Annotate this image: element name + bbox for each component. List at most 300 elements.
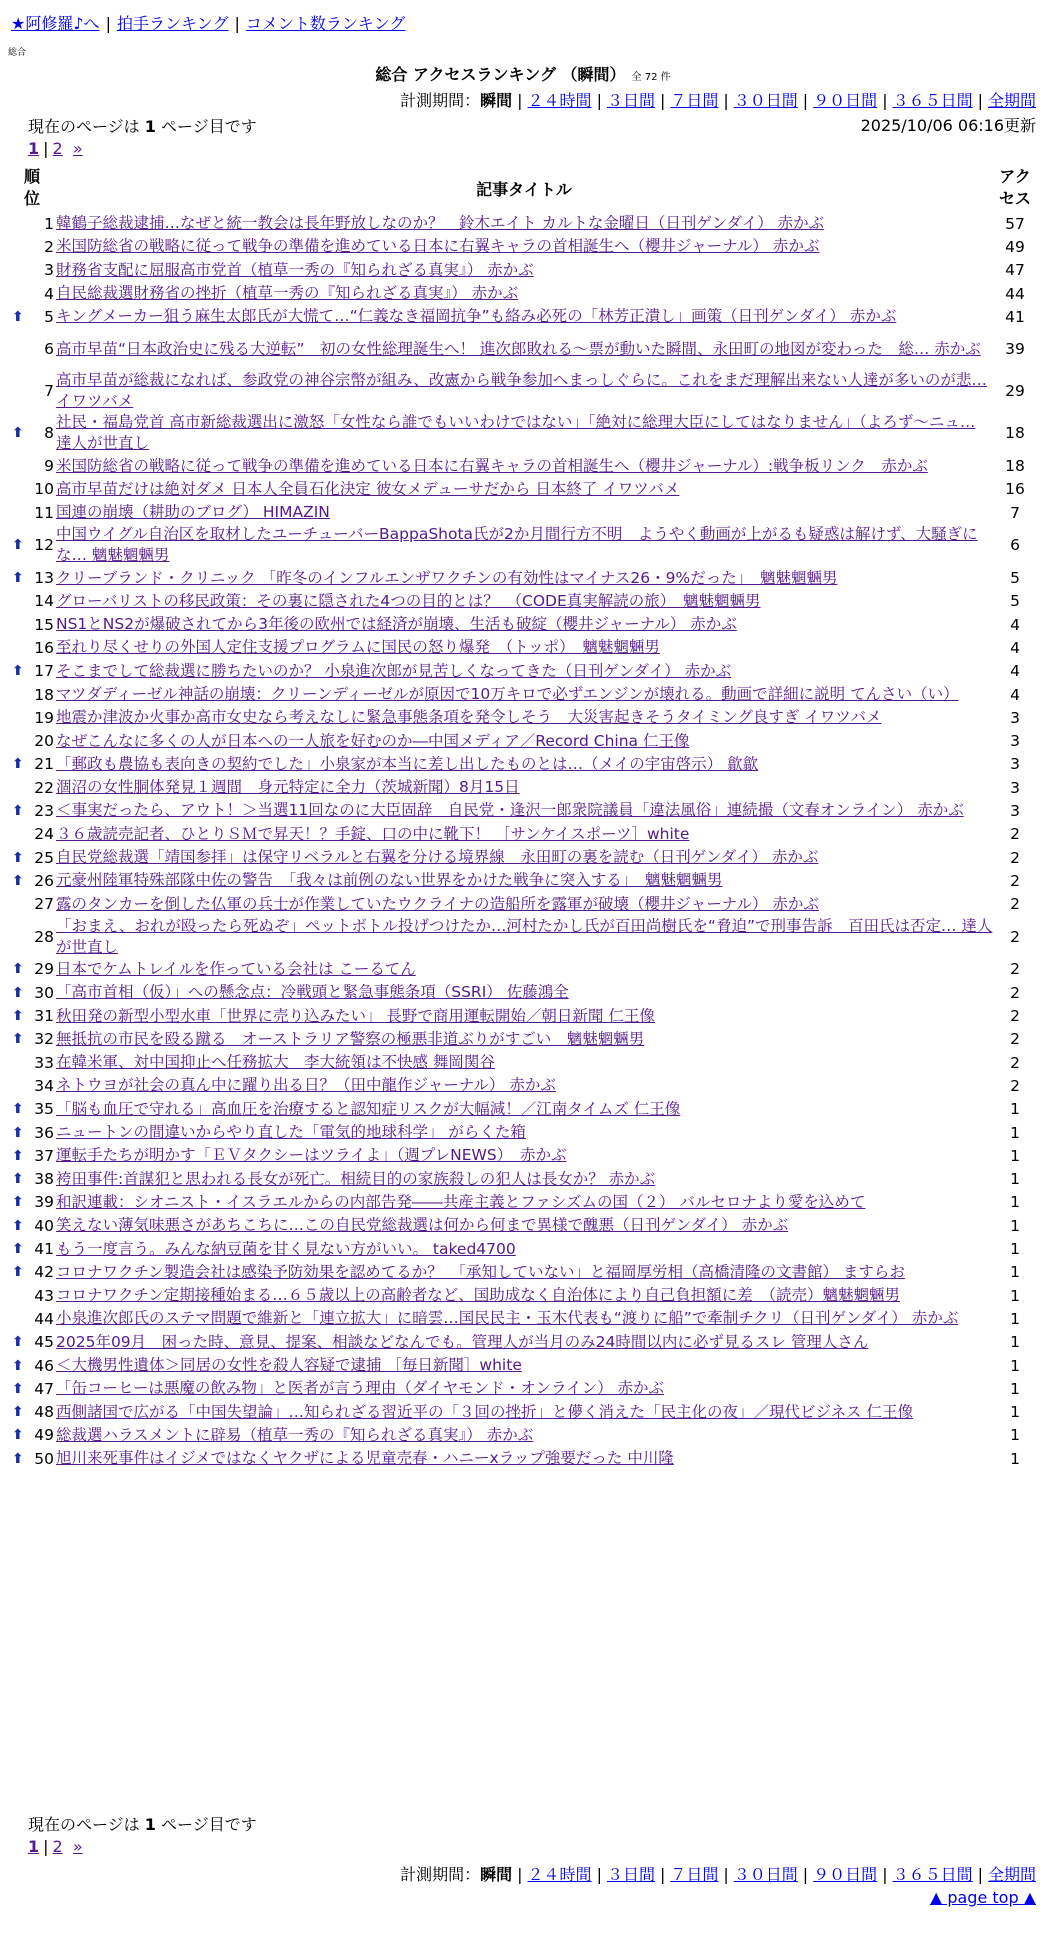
table-row bbox=[10, 259, 1036, 282]
period-label: 計測期間： bbox=[400, 91, 481, 110]
period-separator: | bbox=[802, 91, 809, 110]
title-cell bbox=[54, 566, 994, 589]
rank-up-arrow-icon: ⬆ bbox=[12, 1194, 24, 1211]
access-count: 16 bbox=[1005, 480, 1025, 499]
period-link-2[interactable]: ３日間 bbox=[606, 91, 655, 110]
title-cell bbox=[54, 613, 994, 636]
pager-next[interactable]: » bbox=[72, 139, 83, 158]
access-count: 1 bbox=[1010, 1379, 1020, 1398]
top-navigation bbox=[11, 11, 405, 34]
period-link-3[interactable]: ７日間 bbox=[670, 91, 719, 110]
table-row bbox=[10, 1074, 1036, 1097]
rank-up-arrow-icon: ⬆ bbox=[12, 1334, 24, 1351]
title-cell bbox=[54, 958, 994, 981]
access-count: 3 bbox=[1010, 801, 1020, 820]
rank-cell bbox=[10, 478, 54, 501]
period-link-6[interactable]: ３６５日間 bbox=[892, 1865, 973, 1884]
article-link[interactable]: 2025年09月 困った時、意見、提案、相談などなんでも。管理人が当月のみ24時間以内に必ず見るスレ 管理人さん bbox=[56, 1332, 869, 1351]
article-link[interactable]: 国連の崩壊（耕助のブログ） HIMAZIN bbox=[56, 503, 330, 522]
article-link[interactable]: 涸沼の女性胴体発見１週間 身元特定に全力（茨城新聞）8月15日 bbox=[56, 778, 520, 797]
table-row bbox=[10, 501, 1036, 524]
rank-cell bbox=[10, 1354, 54, 1377]
access-count: 1 bbox=[1010, 1403, 1020, 1422]
access-count: 2 bbox=[1010, 1076, 1020, 1095]
rank-number: 44 bbox=[34, 1309, 54, 1328]
access-count: 1 bbox=[1010, 1240, 1020, 1259]
rank-number: 7 bbox=[44, 382, 54, 401]
article-link[interactable]: 「缶コーヒーは悪魔の飲み物」と医者が言う理由（ダイヤモンド・オンライン） 赤かぶ bbox=[56, 1379, 665, 1398]
period-link-6[interactable]: ３６５日間 bbox=[892, 91, 973, 110]
access-count: 2 bbox=[1010, 895, 1020, 914]
access-count: 2 bbox=[1010, 983, 1020, 1002]
article-link[interactable]: ネトウヨが社会の真ん中に躍り出る日？（田中龍作ジャーナル） 赤かぶ bbox=[56, 1076, 556, 1095]
access-count: 3 bbox=[1010, 708, 1020, 727]
table-row bbox=[10, 1284, 1036, 1307]
table-row bbox=[10, 478, 1036, 501]
rank-cell bbox=[10, 981, 54, 1004]
rank-up-arrow-icon: ⬆ bbox=[12, 1450, 24, 1467]
article-link[interactable]: 総裁選ハラスメントに辟易（植草一秀の『知られざる真実』） 赤かぶ bbox=[56, 1425, 534, 1444]
rank-up-arrow-icon: ⬆ bbox=[12, 1357, 24, 1374]
period-current: 瞬間 bbox=[480, 1865, 513, 1884]
rank-number: 14 bbox=[34, 592, 54, 611]
rank-cell bbox=[10, 1168, 54, 1191]
rank-cell bbox=[10, 1261, 54, 1284]
rank-number: 22 bbox=[34, 778, 54, 797]
access-count: 5 bbox=[1010, 569, 1020, 588]
title-cell bbox=[54, 212, 994, 235]
period-separator: | bbox=[882, 1865, 888, 1884]
article-link[interactable]: 運転手たちが明かす「ＥＶタクシーはツライよ」（週プレNEWS） 赤かぶ bbox=[56, 1146, 567, 1165]
rank-number: 25 bbox=[34, 848, 54, 867]
article-link[interactable]: 中国ウイグル自治区を取材したユーチューバーBappaShota氏が2か月間行方不明 ようやく動画が上がるも疑惑は解けず、大騒ぎにな… 魑魅魍魎男 bbox=[56, 525, 978, 565]
title-cell bbox=[54, 1144, 994, 1167]
article-link[interactable]: ３６歳読売記者、ひとりＳＭで昇天！？手錠、口の中に靴下！ ［サンケイスポーツ］white bbox=[56, 824, 690, 843]
title-cell bbox=[54, 1191, 994, 1214]
title-cell bbox=[54, 1237, 994, 1260]
rank-cell bbox=[10, 370, 54, 412]
title-cell bbox=[54, 1098, 994, 1121]
article-link[interactable]: 高市早苗だけは絶対ダメ 日本人全員石化決定 彼女メデューサだから 日本終了 イワツバメ bbox=[56, 479, 680, 498]
article-link[interactable]: 至れり尽くせりの外国人定住支援プログラムに国民の怒り爆発 （トッポ） 魑魅魍魎男 bbox=[56, 638, 660, 657]
rank-cell bbox=[10, 660, 54, 683]
home-link[interactable]: ★阿修羅♪へ bbox=[11, 14, 100, 33]
access-count: 1 bbox=[1010, 1170, 1020, 1189]
rank-header bbox=[10, 164, 54, 212]
table-row bbox=[10, 1424, 1036, 1447]
article-link[interactable]: 「高市首相（仮）」への懸念点：冷戦頭と緊急事態条項（SSRI） 佐藤鴻全 bbox=[56, 983, 569, 1002]
title-cell bbox=[54, 1004, 994, 1027]
rank-number: 13 bbox=[34, 569, 54, 588]
rank-cell bbox=[10, 1004, 54, 1027]
access-count: 2 bbox=[1010, 848, 1020, 867]
rank-cell bbox=[10, 1144, 54, 1167]
rank-number: 30 bbox=[34, 983, 54, 1002]
period-separator: | bbox=[802, 1865, 809, 1884]
rank-number: 39 bbox=[34, 1193, 54, 1212]
article-link[interactable]: 「おまえ、おれが殴ったら死ぬぞ」ペットボトル投げつけたか…河村たかし氏が百田尚樹氏を“脅迫”で刑事告訴 百田氏は否定… 達人が世直し bbox=[56, 916, 993, 956]
rank-cell bbox=[10, 823, 54, 846]
rank-up-arrow-icon: ⬆ bbox=[12, 663, 24, 680]
table-row bbox=[10, 566, 1036, 589]
article-link[interactable]: コロナワクチン製造会社は感染予防効果を認めてるか？ 「承知していない」と福岡厚労相（高橋清隆の文書館） ますらお bbox=[56, 1262, 905, 1281]
period-selector bbox=[400, 88, 1036, 111]
rank-up-arrow-icon: ⬆ bbox=[12, 872, 24, 889]
table-row bbox=[10, 412, 1036, 454]
title-cell bbox=[54, 1354, 994, 1377]
article-link[interactable]: キングメーカー狙う麻生太郎氏が大慌て…“仁義なき福岡抗争”も絡み必死の「林芳正潰し」画策（日刊ゲンダイ） 赤かぶ bbox=[56, 307, 897, 326]
title-cell bbox=[54, 1168, 994, 1191]
rank-cell bbox=[10, 1424, 54, 1447]
rank-up-arrow-icon: ⬆ bbox=[12, 1171, 24, 1188]
access-count: 4 bbox=[1010, 685, 1020, 704]
article-link[interactable]: 日本でケムトレイルを作っている会社は こーるてん bbox=[56, 959, 416, 978]
pager-current-page[interactable]: 1 bbox=[28, 1837, 40, 1856]
updated-timestamp: 2025/10/06 06:16更新 bbox=[860, 116, 1036, 135]
period-selector-bottom bbox=[400, 1862, 1036, 1885]
access-count: 44 bbox=[1005, 284, 1025, 303]
access-count: 3 bbox=[1010, 778, 1020, 797]
article-link[interactable]: 旭川来死事件はイジメではなくヤクザによる児童売春・ハニーxラップ強要だった 中川隆 bbox=[56, 1449, 674, 1468]
access-count: 3 bbox=[1010, 755, 1020, 774]
title-cell bbox=[54, 1400, 994, 1423]
title-cell bbox=[54, 1121, 994, 1144]
access-header bbox=[994, 164, 1036, 212]
title-cell bbox=[54, 981, 994, 1004]
period-link-4[interactable]: ３０日間 bbox=[733, 1865, 798, 1884]
table-row bbox=[10, 1400, 1036, 1423]
table-row bbox=[10, 1307, 1036, 1330]
article-link[interactable]: 自民総裁選財務省の挫折（植草一秀の『知られざる真実』） 赤かぶ bbox=[56, 284, 519, 303]
article-link[interactable]: 社民・福島党首 高市新総裁選出に激怒「女性なら誰でもいいわけではない」「絶対に総理大臣にしてはなりません」（よろず～ニュ… 達人が世直し bbox=[56, 413, 976, 453]
access-count: 1 bbox=[1010, 1449, 1020, 1468]
table-row bbox=[10, 1121, 1036, 1144]
table-row bbox=[10, 1144, 1036, 1167]
table-row bbox=[10, 454, 1036, 477]
period-link-7[interactable]: 全期間 bbox=[987, 91, 1036, 110]
table-row bbox=[10, 1237, 1036, 1260]
rank-number: 35 bbox=[34, 1100, 54, 1119]
rank-cell bbox=[10, 893, 54, 916]
rank-number: 12 bbox=[34, 536, 54, 555]
access-count: 7 bbox=[1010, 503, 1020, 522]
rank-number: 16 bbox=[34, 638, 54, 657]
rank-cell bbox=[10, 846, 54, 869]
rank-cell bbox=[10, 1331, 54, 1354]
rank-number: 46 bbox=[34, 1356, 54, 1375]
table-row bbox=[10, 212, 1036, 235]
rank-number: 43 bbox=[34, 1286, 54, 1305]
article-link[interactable]: 無抵抗の市民を殴る蹴る オーストラリア警察の極悪非道ぶりがすごい 魑魅魍魎男 bbox=[56, 1029, 645, 1048]
rank-up-arrow-icon: ⬆ bbox=[12, 1101, 24, 1118]
article-link[interactable]: コロナワクチン定期接種始まる…６５歳以上の高齢者など、国助成なく自治体により自己負担額に差 （読売）魑魅魍魎男 bbox=[56, 1286, 900, 1305]
table-row bbox=[10, 1191, 1036, 1214]
rank-number: 28 bbox=[34, 927, 54, 946]
rank-up-arrow-icon: ⬆ bbox=[12, 1404, 24, 1421]
pager: 1 | 2 » bbox=[28, 139, 83, 158]
rank-cell bbox=[10, 501, 54, 524]
table-row bbox=[10, 1168, 1036, 1191]
rank-number: 48 bbox=[34, 1403, 54, 1422]
period-separator: | bbox=[596, 91, 602, 110]
rank-cell bbox=[10, 706, 54, 729]
rank-number: 8 bbox=[44, 424, 54, 443]
nav-separator: | bbox=[234, 14, 240, 33]
access-count: 41 bbox=[1005, 307, 1025, 326]
nav-separator: | bbox=[105, 14, 111, 33]
rank-number: 5 bbox=[44, 307, 54, 326]
access-count: 18 bbox=[1005, 424, 1025, 443]
title-cell bbox=[54, 706, 994, 729]
rank-number: 47 bbox=[34, 1379, 54, 1398]
article-link[interactable]: 韓鶴子総裁逮捕…なぜと統一教会は長年野放しなのか？ 鈴木エイト カルトな金曜日（日刊ゲンダイ） 赤かぶ bbox=[56, 214, 825, 233]
title-cell bbox=[54, 1447, 994, 1470]
period-link-3[interactable]: ７日間 bbox=[670, 1865, 719, 1884]
access-count: 4 bbox=[1010, 615, 1020, 634]
table-row bbox=[10, 660, 1036, 683]
rank-number: 15 bbox=[34, 615, 54, 634]
article-link[interactable]: NS1とNS2が爆破されてから3年後の欧州では経済が崩壊、生活も破綻（櫻井ジャーナル） 赤かぶ bbox=[56, 615, 737, 634]
rank-cell bbox=[10, 613, 54, 636]
article-link[interactable]: 地震か津波か火事か高市女史なら考えなしに緊急事態条項を発令しそう 大災害起きそうタイミング良すぎ イワツバメ bbox=[56, 708, 882, 727]
page-title bbox=[0, 62, 1046, 85]
table-row bbox=[10, 1051, 1036, 1074]
access-count: 57 bbox=[1005, 214, 1025, 233]
article-link[interactable]: 在韓米軍、対中国抑止へ任務拡大 李大統領は不快感 舞岡関谷 bbox=[56, 1053, 495, 1072]
rank-up-arrow-icon: ⬆ bbox=[12, 1241, 24, 1258]
article-link[interactable]: ＜大機男性遺体＞同居の女性を殺人容疑で逮捕 ［毎日新聞］white bbox=[56, 1356, 522, 1375]
current-page-text: 現在のページは 1 ページ目です bbox=[28, 117, 257, 136]
access-count: 1 bbox=[1010, 1263, 1020, 1282]
table-row bbox=[10, 1214, 1036, 1237]
table-row bbox=[10, 1354, 1036, 1377]
rank-number: 11 bbox=[34, 503, 54, 522]
title-cell bbox=[54, 478, 994, 501]
rank-up-arrow-icon: ⬆ bbox=[12, 570, 24, 587]
table-row bbox=[10, 981, 1036, 1004]
rank-up-arrow-icon: ⬆ bbox=[12, 849, 24, 866]
article-link[interactable]: 西側諸国で広がる「中国失望論」…知られざる習近平の「３回の挫折」と儚く消えた「民主化の夜」／現代ビジネス 仁王像 bbox=[56, 1402, 913, 1421]
pager-current-page[interactable]: 1 bbox=[28, 139, 40, 158]
title-cell bbox=[54, 1261, 994, 1284]
table-row bbox=[10, 636, 1036, 659]
access-count: 1 bbox=[1010, 1123, 1020, 1142]
access-count: 1 bbox=[1010, 1356, 1020, 1375]
rank-cell bbox=[10, 1191, 54, 1214]
rank-up-arrow-icon: ⬆ bbox=[12, 802, 24, 819]
rank-cell bbox=[10, 212, 54, 235]
article-link[interactable]: 露のタンカーを倒した仏軍の兵士が作業していたウクライナの造船所を露軍が破壊（櫻井ジャーナル） 赤かぶ bbox=[56, 894, 819, 913]
access-count: 2 bbox=[1010, 1007, 1020, 1026]
rank-number: 38 bbox=[34, 1170, 54, 1189]
article-link[interactable]: 和訳連載：シオニスト・イスラエルからの内部告発――共産主義とファシズムの国（２） バルセロナより愛を込めて bbox=[56, 1192, 866, 1211]
article-link[interactable]: 笑えない薄気味悪さがあちこちに…この自民党総裁選は何から何まで異様で醜悪（日刊ゲンダイ） 赤かぶ bbox=[56, 1216, 789, 1235]
rank-cell bbox=[10, 305, 54, 328]
rank-number: 45 bbox=[34, 1333, 54, 1352]
period-link-7[interactable]: 全期間 bbox=[987, 1865, 1036, 1884]
rank-number: 1 bbox=[44, 214, 54, 233]
article-link[interactable]: 高市早苗が総裁になれば、参政党の神谷宗幣が組み、改憲から戦争参加へまっしぐらに。これをまだ理解出来ない人達が多いのが悲… イワツバメ bbox=[56, 371, 987, 411]
title-cell bbox=[54, 1028, 994, 1051]
article-link[interactable]: 袴田事件:首謀犯と思われる長女が死亡。相続目的の家族殺しの犯人は長女か？ 赤かぶ bbox=[56, 1169, 656, 1188]
table-row bbox=[10, 706, 1036, 729]
access-count: 2 bbox=[1010, 960, 1020, 979]
rank-cell bbox=[10, 328, 54, 370]
table-row bbox=[10, 235, 1036, 258]
article-link[interactable]: グローバリストの移民政策：その裏に隠された4つの目的とは？ （CODE真実解読の旅） 魑魅魍魎男 bbox=[56, 591, 761, 610]
period-label: 計測期間： bbox=[400, 1865, 481, 1884]
period-link-5[interactable]: ９０日間 bbox=[813, 91, 878, 110]
title-cell bbox=[54, 1424, 994, 1447]
rank-cell bbox=[10, 799, 54, 822]
table-row bbox=[10, 776, 1036, 799]
title-cell bbox=[54, 454, 994, 477]
table-header-row bbox=[10, 164, 1036, 212]
table-row bbox=[10, 893, 1036, 916]
article-link[interactable]: 「郵政も農協も表向きの契約でした」小泉家が本当に差し出したものとは…（メイの宇宙啓示） 歙歙 bbox=[56, 754, 759, 773]
article-link[interactable]: ＜事実だったら、アウト！＞当選11回なのに大臣固辞 自民党・逢沢一郎衆院議員「違法風俗」連続撮（文春オンライン） 赤かぶ bbox=[56, 801, 964, 820]
table-row bbox=[10, 916, 1036, 958]
access-count: 2 bbox=[1010, 927, 1020, 946]
table-row bbox=[10, 729, 1036, 752]
access-count: 6 bbox=[1010, 536, 1020, 555]
access-count: 18 bbox=[1005, 457, 1025, 476]
table-row bbox=[10, 958, 1036, 981]
rank-cell bbox=[10, 590, 54, 613]
article-link[interactable]: 秋田発の新型小型水車「世界に売り込みたい」 長野で商用運転開始／朝日新聞 仁王像 bbox=[56, 1006, 655, 1025]
article-link[interactable]: 米国防総省の戦略に従って戦争の準備を進めている日本に右翼キャラの首相誕生へ（櫻井ジャーナル） 赤かぶ bbox=[56, 237, 820, 256]
rank-number: 18 bbox=[34, 685, 54, 704]
article-link[interactable]: 「脳も血圧で守れる」高血圧を治療すると認知症リスクが大幅減！／江南タイムズ 仁王像 bbox=[56, 1099, 681, 1118]
table-row bbox=[10, 1098, 1036, 1121]
rank-up-arrow-icon: ⬆ bbox=[12, 984, 24, 1001]
table-row bbox=[10, 753, 1036, 776]
table-row bbox=[10, 1261, 1036, 1284]
rank-header-label: 順位 bbox=[23, 167, 40, 208]
rank-cell bbox=[10, 869, 54, 892]
rank-number: 49 bbox=[34, 1426, 54, 1445]
rank-up-arrow-icon: ⬆ bbox=[12, 1427, 24, 1444]
table-row bbox=[10, 846, 1036, 869]
article-link[interactable]: 高市早苗“日本政治史に残る大逆転” 初の女性総理誕生へ！ 進次郎敗れる～票が動いた瞬間、永田町の地図が変わった 総… 赤かぶ bbox=[56, 339, 981, 358]
access-header-label: アクセス bbox=[998, 167, 1031, 208]
title-cell bbox=[54, 799, 994, 822]
table-row bbox=[10, 524, 1036, 566]
total-count: 全 72 件 bbox=[631, 72, 671, 83]
rank-number: 4 bbox=[44, 284, 54, 303]
rank-cell bbox=[10, 1284, 54, 1307]
article-link[interactable]: 小泉進次郎氏のステマ問題で維新と「連立拡大」に暗雲…国民民主・玉木代表も“渡りに船”で牽制チクリ（日刊ゲンダイ） 赤かぶ bbox=[56, 1309, 959, 1328]
period-link-1[interactable]: ２４時間 bbox=[527, 91, 592, 110]
article-link[interactable]: マツダディーゼル神話の崩壊：クリーンディーゼルが原因で10万キロで必ずエンジンが壊れる。動画で詳細に説明 てんさい（い） bbox=[56, 685, 959, 703]
title-cell bbox=[54, 660, 994, 683]
table-row bbox=[10, 590, 1036, 613]
rank-number: 40 bbox=[34, 1216, 54, 1235]
rank-cell bbox=[10, 566, 54, 589]
rank-cell bbox=[10, 1377, 54, 1400]
period-separator: | bbox=[723, 1865, 729, 1884]
title-cell bbox=[54, 776, 994, 799]
title-cell bbox=[54, 524, 994, 566]
access-count: 1 bbox=[1010, 1216, 1020, 1235]
period-current: 瞬間 bbox=[480, 91, 513, 110]
rank-up-arrow-icon: ⬆ bbox=[12, 1031, 24, 1048]
article-link[interactable]: なぜこんなに多くの人が日本への一人旅を好むのか―中国メディア／Record China 仁王像 bbox=[56, 731, 690, 750]
access-count: 29 bbox=[1005, 382, 1025, 401]
article-link[interactable]: 自民党総裁選「靖国参拝」は保守リベラルと右翼を分ける境界線 永田町の裏を読む（日刊ゲンダイ） 赤かぶ bbox=[56, 848, 819, 867]
period-link-5[interactable]: ９０日間 bbox=[813, 1865, 878, 1884]
rank-cell bbox=[10, 776, 54, 799]
period-separator: | bbox=[659, 1865, 666, 1884]
rank-up-arrow-icon: ⬆ bbox=[12, 1380, 24, 1397]
rank-number: 27 bbox=[34, 895, 54, 914]
pager-page-2[interactable]: 2 bbox=[52, 139, 63, 158]
title-cell bbox=[54, 1074, 994, 1097]
rank-cell bbox=[10, 958, 54, 981]
access-count: 39 bbox=[1005, 340, 1025, 359]
access-count: 1 bbox=[1010, 1286, 1020, 1305]
table-row bbox=[10, 823, 1036, 846]
pager-page-2[interactable]: 2 bbox=[52, 1837, 63, 1856]
rank-up-arrow-icon: ⬆ bbox=[12, 756, 24, 773]
rank-cell bbox=[10, 282, 54, 305]
rank-number: 33 bbox=[34, 1053, 54, 1072]
rank-up-arrow-icon: ⬆ bbox=[12, 1124, 24, 1141]
page-top-link[interactable]: ▲ page top ▲ bbox=[929, 1888, 1036, 1907]
period-link-2[interactable]: ３日間 bbox=[606, 1865, 655, 1884]
access-count: 1 bbox=[1010, 1100, 1020, 1119]
article-link[interactable]: 米国防総省の戦略に従って戦争の準備を進めている日本に右翼キャラの首相誕生へ（櫻井ジャーナル）:戦争板リンク 赤かぶ bbox=[56, 456, 928, 475]
rank-number: 31 bbox=[34, 1007, 54, 1026]
table-row bbox=[10, 282, 1036, 305]
title-cell bbox=[54, 282, 994, 305]
title-cell bbox=[54, 1307, 994, 1330]
title-cell bbox=[54, 235, 994, 258]
article-link[interactable]: クリーブランド・クリニック 「昨冬のインフルエンザワクチンの有効性はマイナス26・9%だった」 魑魅魍魎男 bbox=[56, 568, 838, 587]
rank-number: 26 bbox=[34, 871, 54, 890]
title-cell bbox=[54, 501, 994, 524]
article-link[interactable]: 元豪州陸軍特殊部隊中佐の警告 「我々は前例のない世界をかけた戦争に突入する」 魑魅魍魎男 bbox=[56, 871, 723, 890]
rank-cell bbox=[10, 1307, 54, 1330]
clap-ranking-link[interactable]: 拍手ランキング bbox=[116, 14, 229, 33]
table-row bbox=[10, 799, 1036, 822]
table-row bbox=[10, 1028, 1036, 1051]
pager-next[interactable]: » bbox=[72, 1837, 83, 1856]
period-link-4[interactable]: ３０日間 bbox=[733, 91, 798, 110]
table-row bbox=[10, 370, 1036, 412]
table-row bbox=[10, 613, 1036, 636]
access-count: 4 bbox=[1010, 638, 1020, 657]
rank-number: 41 bbox=[34, 1240, 54, 1259]
comment-ranking-link[interactable]: コメント数ランキング bbox=[245, 14, 406, 33]
article-link[interactable]: もう一度言う。みんな納豆菌を甘く見ない方がいい。 taked4700 bbox=[56, 1239, 516, 1258]
rank-up-arrow-icon: ⬆ bbox=[12, 537, 24, 554]
article-link[interactable]: そこまでして総裁選に勝ちたいのか？ 小泉進次郎が見苦しくなってきた（日刊ゲンダイ） 赤かぶ bbox=[56, 661, 732, 680]
rank-up-arrow-icon: ⬆ bbox=[12, 1264, 24, 1281]
article-link[interactable]: ニュートンの間違いからやり直した「電気的地球科学」 がらくた箱 bbox=[56, 1123, 526, 1142]
rank-cell bbox=[10, 1028, 54, 1051]
rank-cell bbox=[10, 1237, 54, 1260]
period-separator: | bbox=[659, 91, 666, 110]
title-cell bbox=[54, 1377, 994, 1400]
current-page-text-bottom: 現在のページは 1 ページ目です bbox=[28, 1815, 257, 1834]
table-row bbox=[10, 1331, 1036, 1354]
rank-cell bbox=[10, 412, 54, 454]
article-link[interactable]: 財務省支配に屈服高市党首（植草一秀の『知られざる真実』） 赤かぶ bbox=[56, 260, 534, 279]
period-link-1[interactable]: ２４時間 bbox=[527, 1865, 592, 1884]
rank-number: 24 bbox=[34, 825, 54, 844]
rank-number: 19 bbox=[34, 708, 54, 727]
